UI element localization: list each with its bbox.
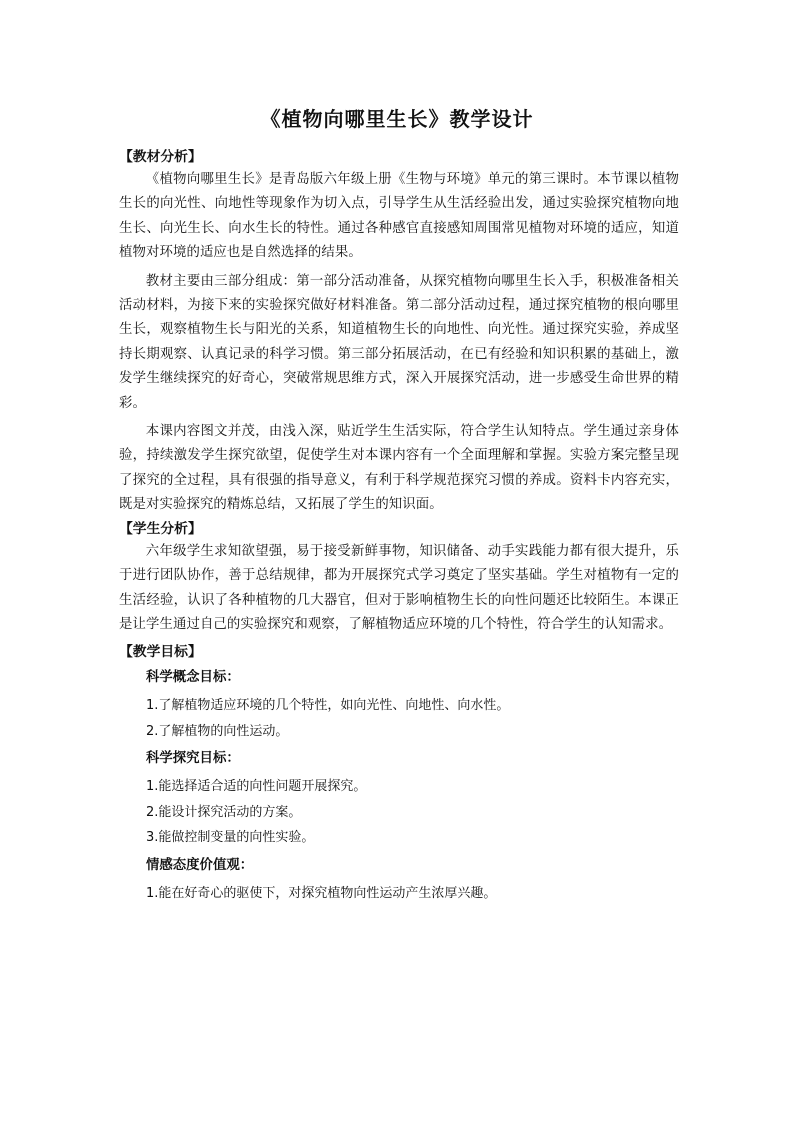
list-item: 1.能在好奇心的驱使下，对探究植物向性运动产生浓厚兴趣。: [146, 885, 497, 901]
paragraph: 六年级学生求知欲望强，易于接受新鲜事物，知识储备、动手实践能力都有很大提升，乐于进行团队协作，善于总结规律，都为开展探究式学习奠定了坚实基础。学生对植物有一定的生活经验，认识了各种植物的几大器官，但对于影响植物生长的向性问题还比较陌生。本课正是让学生通过自己的实验探究和观察，了解植物适应环境的几个特性，符合学生的认知需求。: [119, 543, 679, 632]
list-item: 2.能设计探究活动的方案。: [146, 804, 302, 820]
list-item: 2.了解植物的向性运动。: [146, 723, 289, 739]
document-title: 《植物向哪里生长》教学设计: [260, 107, 534, 131]
sub-heading-concept-goals: 科学概念目标：: [146, 670, 240, 686]
section-heading-teaching-goals: 【教学目标】: [119, 644, 202, 661]
list-item: 3.能做控制变量的向性实验。: [146, 830, 315, 846]
list-item: 1.能选择适合适的向性问题开展探究。: [146, 779, 367, 795]
section-heading-textbook-analysis: 【教材分析】: [119, 149, 202, 165]
paragraph: 《植物向哪里生长》是青岛版六年级上册《生物与环境》单元的第三课时。本节课以植物生长的向光性、向地性等现象作为切入点，引导学生从生活经验出发，通过实验探究植物向地生长、向光生长、向水生长的特性。通过各种感官直接感知周围常见植物对环境的适应，知道植物对环境的适应也是自然选择的结果。: [119, 172, 679, 261]
paragraph: 本课内容图文并茂，由浅入深，贴近学生生活实际，符合学生认知特点。学生通过亲身体验，持续激发学生探究欲望，促使学生对本课内容有一个全面理解和掌握。实验方案完整呈现了探究的全过程，具有很强的指导意义，有利于科学规范探究习惯的养成。资料卡内容充实，既是对实验探究的精炼总结，又拓展了学生的知识面。: [119, 424, 679, 513]
list-item: 1.了解植物适应环境的几个特性，如向光性、向地性、向水性。: [146, 698, 510, 714]
sub-heading-attitude-values: 情感态度价值观：: [146, 857, 254, 873]
paragraph: 教材主要由三部分组成：第一部分活动准备，从探究植物向哪里生长入手，积极准备相关活动材料，为接下来的实验探究做好材料准备。第二部分活动过程，通过探究植物的根向哪里生长，观察植物生长与阳光的关系，知道植物生长的向地性、向光性。通过探究实验，养成坚持长期观察、认真记录的科学习惯。第三部分拓展活动，在已有经验和知识积累的基础上，激发学生继续探究的好奇心，突破常规思维方式，深入开展探究活动，进一步感受生命世界的精彩。: [119, 273, 679, 411]
sub-heading-inquiry-goals: 科学探究目标：: [146, 751, 240, 767]
document-body: [119, 146, 679, 906]
section-heading-student-analysis: 【学生分析】: [119, 520, 202, 537]
